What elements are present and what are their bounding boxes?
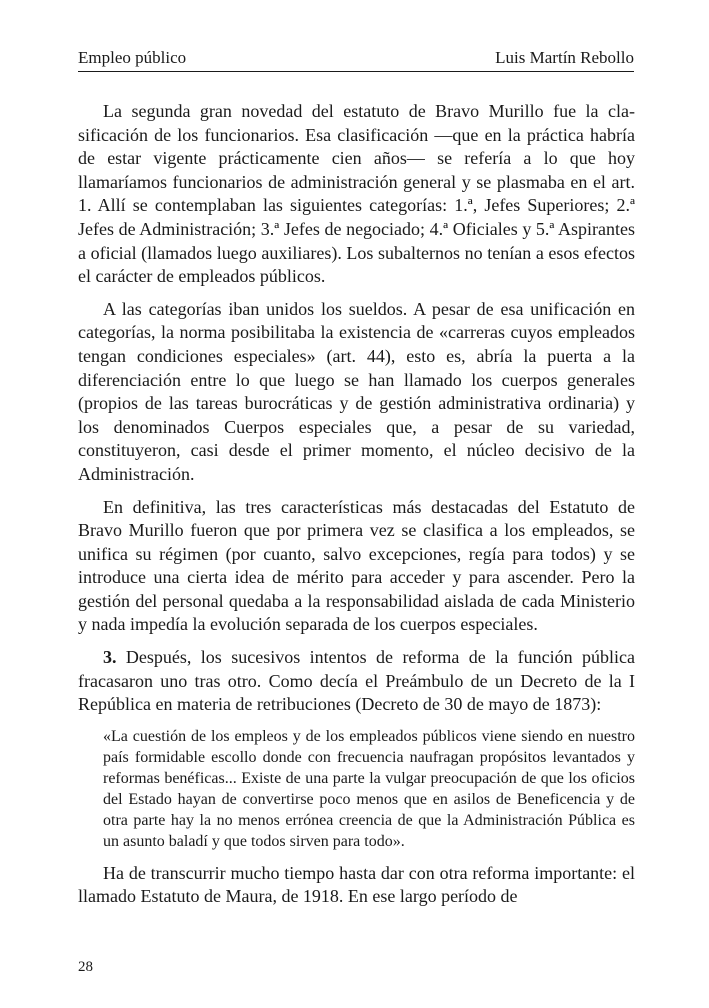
paragraph-classification: La segunda gran novedad del estatuto de Bravo Murillo fue la clasificación de los funcionarios. Esa clasificación —que en la práctica habría de estar vigente prácticamente cien años— se refería a lo que hoy llamaríamos funcionarios de administración general y se plasmaba en el art. 1. Allí se contemplaban las siguientes categorías: 1.ª, Jefes Superiores; 2.ª Jefes de Administración; 3.ª Jefes de negociado; 4.ª Oficiales y 5.ª Aspirantes a oficial (llamados luego auxiliares). Los subalternos no tenían a esos efectos el carácter de empleados públicos. [78, 101, 635, 287]
header-author: Luis Martín Rebollo [495, 48, 634, 67]
page-number: 28 [78, 959, 93, 975]
header-book-title: Empleo público [78, 48, 187, 67]
section-3-text: Después, los sucesivos intentos de reforma de la función pública fracasaron uno tras otro. Como decía el Preámbulo de un Decreto de la I República en materia de retribuciones (Decreto de 30 de mayo de 1873): [78, 647, 635, 715]
running-header [78, 48, 634, 72]
paragraph-categories: A las categorías iban unidos los sueldos. A pesar de esa unificación en categorías, la norma posibilitaba la existencia de «carreras cuyos empleados tengan condiciones especiales» (art. 44), esto es, abría la puerta a la diferenciación entre lo que luego se han llamado los cuerpos generales (propios de las tareas burocráticas y de gestión administrativa ordinaria) y los denominados Cuerpos especiales que, a pesar de su variedad, constituyeron, casi desde el primer momento, el núcleo decisivo de la Administración. [78, 298, 635, 484]
paragraph-section-3 [78, 646, 635, 717]
paragraph-summary: En definitiva, las tres características más destacadas del Estatuto de Bravo Murillo fueron que por primera vez se clasifica a los empleados, se unifica su régimen (por cuanto, salvo excepciones, regía para todos) y se introduce una cierta idea de mérito para acceder y para ascender. Pero la gestión del personal quedaba a la responsabilidad aislada de cada Ministerio y nada impedía la evolución separada de los cuerpos especiales. [78, 496, 635, 635]
body-text [78, 100, 635, 918]
block-quote: «La cuestión de los empleos y de los empleados públicos viene siendo en nuestro país formidable escollo donde con frecuencia naufragan propósitos levantados y reformas benéficas... Existe de una parte la vulgar preocupación de que los oficios del Estado hayan de convertirse poco menos que en asilos de Beneficencia y de otra parte hay la no menos errónea creencia de que la Administración Pública es un asunto baladí y que todos sirven para todo». [103, 727, 635, 850]
paragraph-final: Ha de transcurrir mucho tiempo hasta dar con otra reforma importante: el llamado Estatuto de Maura, de 1918. En ese largo período de [78, 862, 635, 907]
section-number: 3. [103, 647, 117, 668]
